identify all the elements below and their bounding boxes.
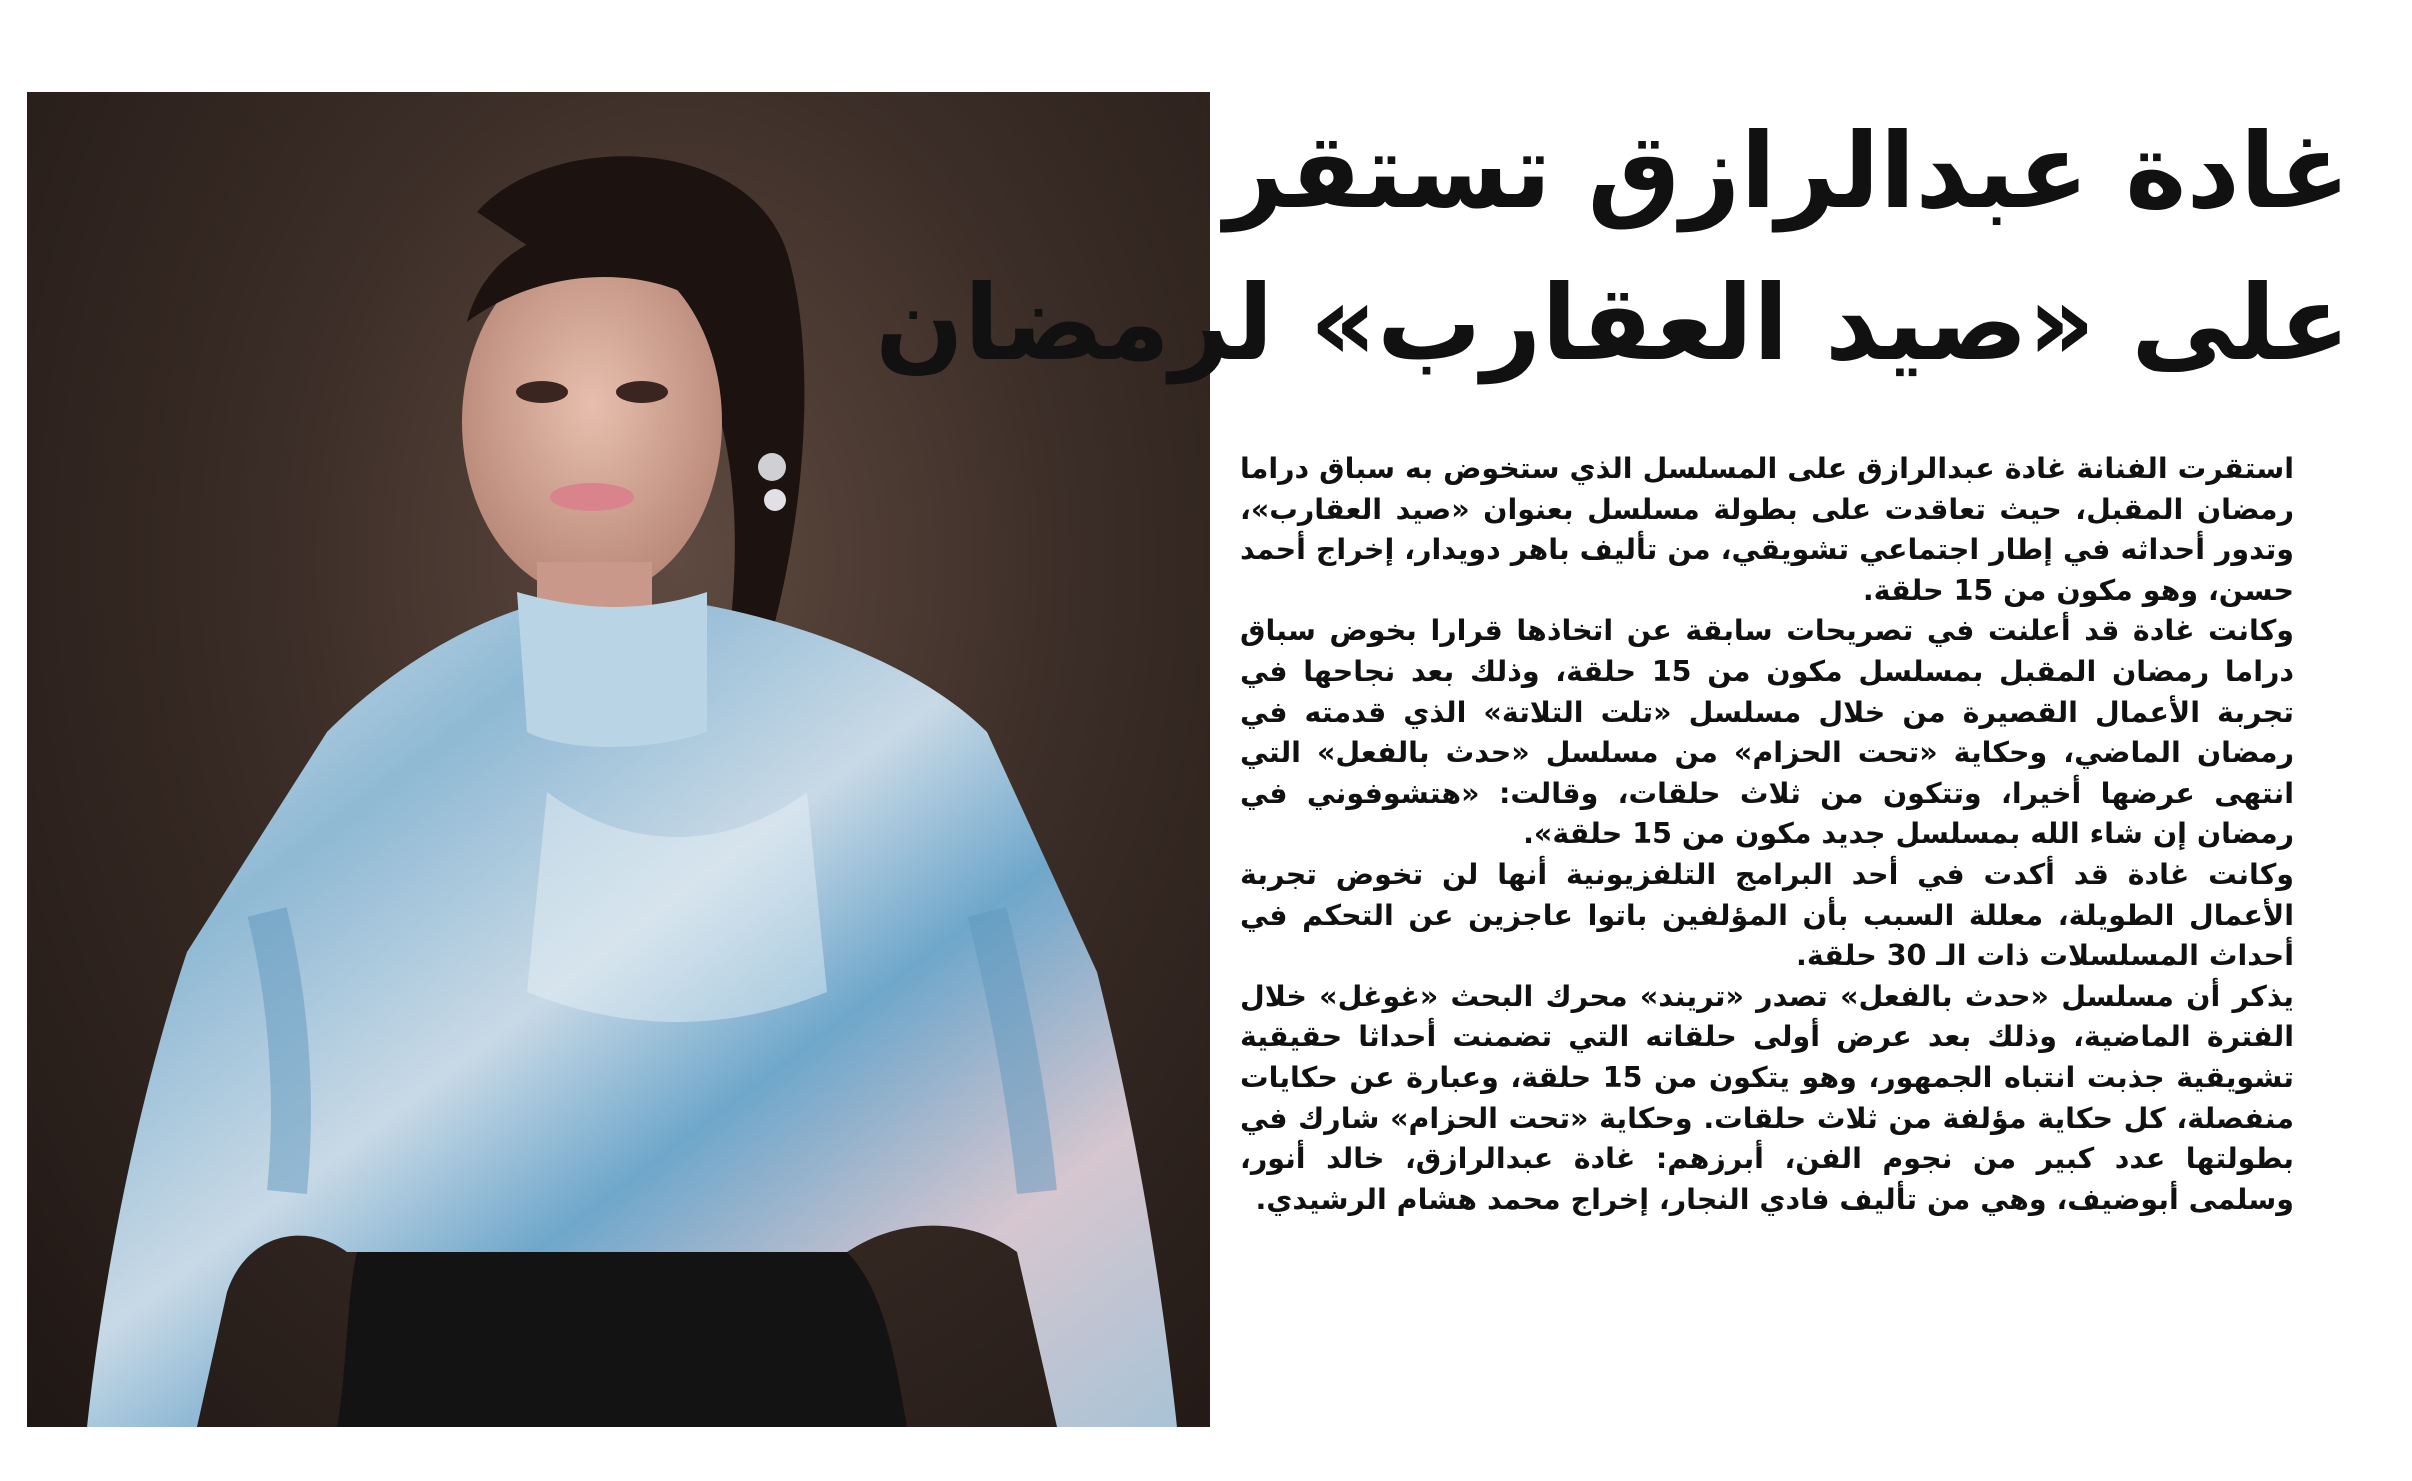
article-paragraph-4: يذكر أن مسلسل «حدث بالفعل» تصدر «تريند» محرك البحث «غوغل» خلال الفترة الماضية، وذلك بعد عرض أولى حلقاته التي تضمنت أحداثا حقيقية تشويقية جذبت انتباه الجمهور، وهو يتكون من 15 حلقة، وعبارة عن حكايات منفصلة، كل حكاية مؤلفة من ثلاث حلقات. وحكاية «تحت الحزام» شارك في بطولتها عدد كبير من نجوم الفن، أبرزهم: غادة عبدالرازق، خالد أنور، وسلمى أبوضيف، وهي من تأليف فادي النجار، إخراج محمد هشام الرشيدي. [1240, 979, 2294, 1216]
article-paragraph-3: وكانت غادة قد أكدت في أحد البرامج التلفزيونية أنها لن تخوض تجربة الأعمال الطويلة، معللة السبب بأن المؤلفين باتوا عاجزين عن التحكم في أحداث المسلسلات ذات الـ 30 حلقة. [1240, 857, 2294, 973]
headline-line-1: غادة عبدالرازق تستقر [1224, 110, 2350, 232]
article-headline [875, 95, 2350, 399]
article-paragraph-2: وكانت غادة قد أعلنت في تصريحات سابقة عن اتخاذها قرارا بخوض سباق دراما رمضان المقبل بمسلسل مكون من 15 حلقة، وذلك بعد نجاحها في تجربة الأعمال القصيرة من خلال مسلسل «تلت التلاتة» الذي قدمته في رمضان الماضي، وحكاية «تحت الحزام» من مسلسل «حدث بالفعل» التي انتهى عرضها أخيرا، وتتكون من ثلاث حلقات، وقالت: «هتشوفوني في رمضان إن شاء الله بمسلسل جديد مكون من 15 حلقة». [1240, 614, 2295, 851]
article-paragraph-1: استقرت الفنانة غادة عبدالرازق على المسلسل الذي ستخوض به سباق دراما رمضان المقبل، حيث تعاقدت على بطولة مسلسل بعنوان «صيد العقارب»، وتدور أحداثه في إطار اجتماعي تشويقي، من تأليف باهر دويدار، إخراج أحمد حسن، وهو مكون من 15 حلقة. [1240, 452, 2294, 607]
article [875, 95, 2350, 1435]
headline-line-2: على «صيد العقارب» لرمضان [875, 262, 2350, 384]
article-body [1240, 449, 2350, 1220]
